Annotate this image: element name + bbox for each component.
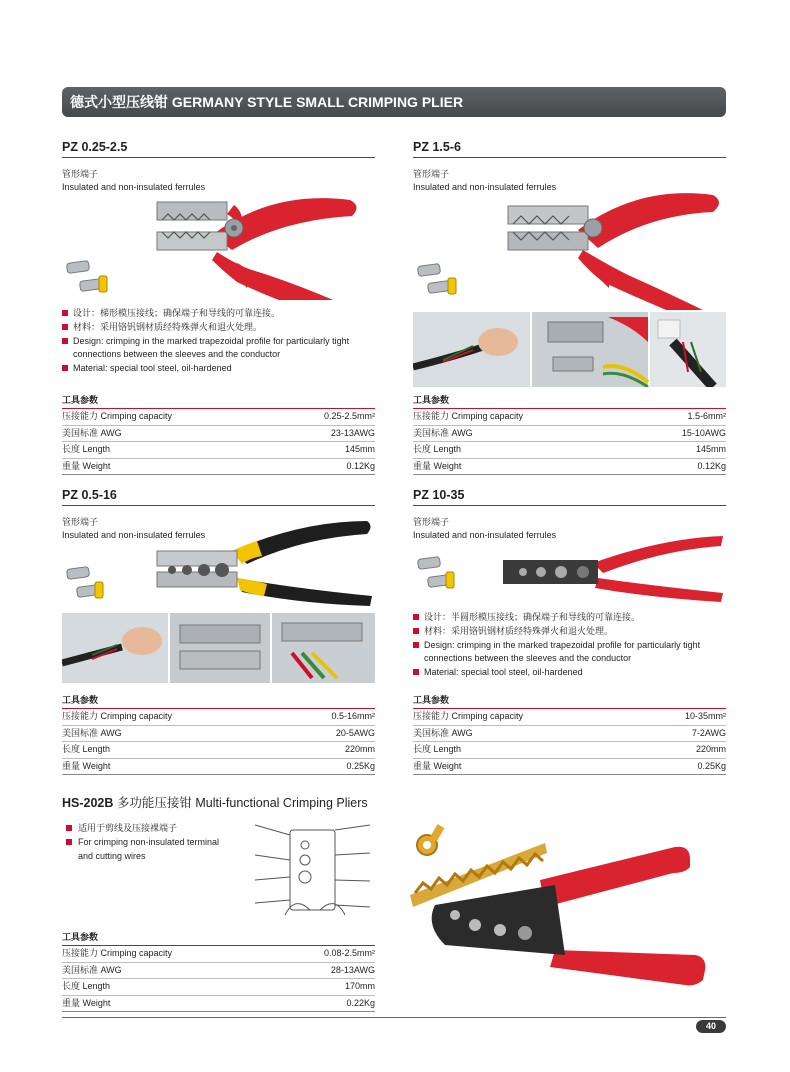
- spec-label: 长度 Length: [413, 744, 462, 754]
- product-title: PZ 1.5-6: [413, 140, 726, 158]
- feature-item: connections between the sleeves and the conductor: [73, 349, 281, 360]
- feature-item: For crimping non-insulated terminal: [62, 836, 242, 850]
- spec-row: [62, 742, 375, 759]
- product-block-pz-10-35: [413, 488, 726, 771]
- spec-heading: 工具参数: [62, 930, 375, 946]
- photo-plier-closeup: [532, 312, 648, 387]
- crimping-plier-image: [62, 516, 375, 611]
- spec-label: 压接能力 Crimping capacity: [62, 711, 173, 721]
- spec-value: 7-2AWG: [691, 727, 726, 738]
- feature-item: and cutting wires: [78, 850, 146, 861]
- hs202b-feature-list: [62, 822, 242, 863]
- product-block-pz-0.25-2.5: [62, 140, 375, 471]
- ferrule-icon: [66, 567, 103, 598]
- plier-black-yellow-handles-icon: [232, 521, 372, 606]
- spec-row: [413, 442, 726, 459]
- spec-label: 长度 Length: [413, 444, 462, 454]
- spec-value: 1.5-6mm²: [687, 411, 726, 421]
- spec-row: [62, 759, 375, 776]
- hs202b-model: HS-202B: [62, 796, 114, 810]
- spec-row: [62, 459, 375, 476]
- spec-label: 美国标准 AWG: [62, 964, 122, 975]
- spec-label: 压接能力 Crimping capacity: [413, 411, 524, 421]
- spec-label: 长度 Length: [62, 744, 111, 754]
- spec-label: 压接能力 Crimping capacity: [62, 948, 173, 958]
- plier-jaw-icon: [508, 206, 602, 250]
- spec-heading: 工具参数: [413, 693, 726, 709]
- subtitle-cn: 管形端子: [62, 169, 99, 179]
- spec-value: 0.5-16mm²: [331, 711, 375, 721]
- plier-jaw-icon: [503, 560, 598, 584]
- footer-divider: [62, 1017, 726, 1018]
- spec-value: 0.08-2.5mm²: [323, 948, 375, 958]
- spec-value: 23-13AWG: [330, 427, 375, 438]
- spec-label: 压接能力 Crimping capacity: [413, 711, 524, 721]
- spec-value: 0.12Kg: [697, 460, 726, 471]
- feature-item: 设计：半圆形模压接线；确保端子和导线的可靠连接。: [413, 611, 733, 625]
- spec-table: [413, 693, 726, 775]
- subtitle-cn: 管形端子: [62, 517, 99, 527]
- spec-value: 220mm: [695, 744, 726, 754]
- spec-row: [62, 979, 375, 996]
- photo-crimped-wire: [272, 613, 375, 683]
- spec-row: [62, 409, 375, 426]
- spec-row: [413, 459, 726, 476]
- spec-table: [413, 393, 726, 475]
- subtitle-en: Insulated and non-insulated ferrules: [413, 530, 557, 540]
- spec-value: 0.25-2.5mm²: [323, 411, 375, 421]
- spec-value: 170mm: [344, 981, 375, 991]
- feature-item: 材料：采用铬钒钢材质经特殊弹火和退火处理。: [413, 625, 733, 639]
- spec-label: 重量 Weight: [413, 760, 462, 771]
- spec-value: 145mm: [695, 444, 726, 454]
- spec-label: 重量 Weight: [62, 460, 111, 471]
- spec-row: [413, 726, 726, 743]
- spec-value: 15-10AWG: [681, 427, 726, 438]
- spec-table: [62, 393, 375, 475]
- spec-row: [413, 709, 726, 726]
- usage-photos: [413, 312, 726, 387]
- spec-row: [413, 742, 726, 759]
- spec-value: 0.25Kg: [346, 760, 375, 771]
- spec-value: 220mm: [344, 744, 375, 754]
- photo-plier-closeup: [170, 613, 270, 683]
- spec-row: [413, 426, 726, 443]
- spec-label: 重量 Weight: [62, 760, 111, 771]
- feature-list: [413, 611, 733, 680]
- hs202b-diagram: [250, 815, 380, 925]
- feature-item: Material: special tool steel, oil-hardened: [413, 666, 733, 680]
- spec-label: 重量 Weight: [62, 997, 111, 1008]
- spec-row: [62, 426, 375, 443]
- subtitle-cn: 管形端子: [413, 169, 450, 179]
- feature-list: [62, 307, 382, 376]
- page-number: 40: [696, 1020, 726, 1033]
- section-title: 德式小型压线钳 GERMANY STYLE SMALL CRIMPING PLIER: [70, 94, 464, 110]
- subtitle-en: Insulated and non-insulated ferrules: [62, 530, 206, 540]
- hs202b-spec-table: [62, 930, 375, 1012]
- crimping-plier-image: [413, 170, 726, 310]
- spec-value: 10-35mm²: [684, 711, 726, 721]
- spec-row: [413, 759, 726, 776]
- ring-terminal-icon: [417, 824, 444, 855]
- spec-value: 28-13AWG: [330, 964, 375, 975]
- spec-label: 美国标准 AWG: [62, 427, 122, 438]
- section-banner: [62, 87, 726, 117]
- plier-red-handles-icon: [593, 536, 723, 602]
- spec-value: 145mm: [344, 444, 375, 454]
- feature-item: 材料：采用铬钒钢材质经特殊弹火和退火处理。: [62, 321, 382, 335]
- spec-label: 长度 Length: [62, 981, 111, 991]
- spec-label: 美国标准 AWG: [62, 727, 122, 738]
- spec-heading: 工具参数: [62, 393, 375, 409]
- photo-crimped-wire: [650, 312, 726, 387]
- hs202b-title: [62, 793, 368, 811]
- spec-row: [413, 409, 726, 426]
- spec-heading: 工具参数: [413, 393, 726, 409]
- product-title: PZ 0.25-2.5: [62, 140, 375, 158]
- spec-label: 压接能力 Crimping capacity: [62, 411, 173, 421]
- ferrule-icon: [66, 261, 107, 292]
- feature-item: connections between the sleeves and the conductor: [424, 653, 632, 664]
- spec-table: [62, 693, 375, 775]
- plier-jaw-icon: [432, 885, 565, 955]
- product-block-pz-1.5-6: [413, 140, 726, 471]
- product-block-pz-0.5-16: [62, 488, 375, 771]
- crimping-plier-image: [413, 528, 726, 603]
- feature-item: 设计：梯形模压接线；确保端子和导线的可靠连接。: [62, 307, 382, 321]
- plier-jaw-icon: [157, 551, 237, 587]
- spec-value: 0.12Kg: [346, 460, 375, 471]
- plier-line-drawing-icon: [255, 825, 370, 915]
- spec-row: [62, 442, 375, 459]
- feature-item: Material: special tool steel, oil-hardened: [62, 362, 382, 376]
- spec-label: 美国标准 AWG: [413, 727, 473, 738]
- feature-item: Design: crimping in the marked trapezoidal profile for particularly tight: [413, 639, 733, 653]
- spec-label: 美国标准 AWG: [413, 427, 473, 438]
- spec-value: 0.25Kg: [697, 760, 726, 771]
- photo-hand-wire: [413, 312, 530, 387]
- subtitle-en: Insulated and non-insulated ferrules: [413, 182, 557, 192]
- plier-red-handles-icon: [578, 193, 723, 310]
- spec-row: [62, 946, 375, 963]
- feature-item: 适用于剪线及压接裸端子: [62, 822, 242, 836]
- spec-label: 重量 Weight: [413, 460, 462, 471]
- product-title: PZ 0.5-16: [62, 488, 375, 506]
- subtitle-en: Insulated and non-insulated ferrules: [62, 182, 206, 192]
- spec-heading: 工具参数: [62, 693, 375, 709]
- spec-row: [62, 963, 375, 980]
- spec-row: [62, 996, 375, 1013]
- crimping-plier-image: [62, 170, 382, 300]
- spec-value: 0.22Kg: [346, 997, 375, 1008]
- photo-hand-wire: [62, 613, 168, 683]
- usage-photos: [62, 613, 375, 683]
- ferrule-icon: [417, 264, 456, 294]
- subtitle-cn: 管形端子: [413, 517, 450, 527]
- plier-red-handles-icon: [540, 847, 705, 986]
- hs202b-title-text: 多功能压接钳 Multi-functional Crimping Pliers: [116, 796, 368, 810]
- spec-value: 20-5AWG: [335, 727, 375, 738]
- ferrule-icon: [417, 557, 454, 588]
- hs202b-photo: [405, 815, 725, 1015]
- plier-red-handles-icon: [212, 198, 374, 300]
- spec-row: [62, 709, 375, 726]
- spec-label: 长度 Length: [62, 444, 111, 454]
- feature-item: Design: crimping in the marked trapezoidal profile for particularly tight: [62, 335, 382, 349]
- product-title: PZ 10-35: [413, 488, 726, 506]
- spec-row: [62, 726, 375, 743]
